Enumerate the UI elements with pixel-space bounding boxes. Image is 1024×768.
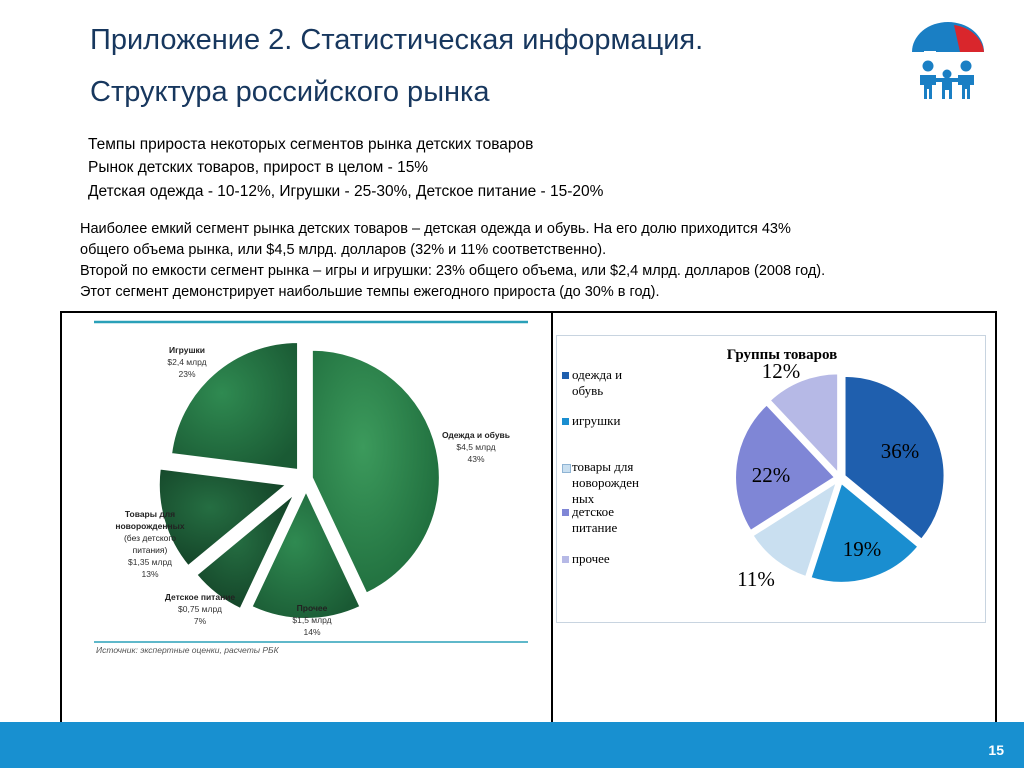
footer-bar	[0, 722, 1024, 768]
left-pie-label-amount: $1,5 млрд	[292, 615, 332, 625]
legend-label-line: ных	[572, 491, 595, 506]
left-pie-label-amount: $2,4 млрд	[167, 357, 207, 367]
right-pie-label: 12%	[761, 359, 801, 383]
left-chart-source: Источник: экспертные оценки, расчеты РБК	[96, 645, 279, 655]
left-pie-label-percent: 7%	[193, 616, 207, 626]
left-pie-label-amount: $1,35 млрд	[128, 557, 172, 567]
right-chart-title: Группы товаров	[726, 347, 838, 363]
left-pie-label-percent: 14%	[303, 627, 321, 637]
left-pie-label-percent: 13%	[141, 569, 159, 579]
right-pie-label: 19%	[842, 537, 882, 561]
left-pie-label-name: Товары для	[124, 509, 176, 519]
legend-swatch	[562, 418, 569, 425]
left-pie-label-name: новорожденных	[115, 521, 185, 531]
left-pie-label-percent: 43%	[467, 454, 485, 464]
legend-swatch	[562, 556, 569, 563]
legend-label	[572, 459, 639, 507]
legend-label-line: новорожден	[572, 475, 640, 490]
paragraph-line-1: Наиболее емкий сегмент рынка детских товаров – детская одежда и обувь. На его долю приходится 43%	[80, 221, 791, 237]
paragraph-line-3: Второй по емкости сегмент рынка – игры и игрушки: 23% общего объема, или $2,4 млрд. долларов (2008 год).	[80, 263, 826, 279]
page-number: 15	[988, 742, 1004, 758]
legend-label	[572, 551, 610, 567]
page-subtitle: Структура российского рынка	[90, 76, 490, 108]
legend-swatch	[562, 372, 569, 379]
left-pie-label-amount: $0,75 млрд	[178, 604, 222, 614]
right-pie-label: 36%	[880, 439, 920, 463]
legend-label-line: игрушки	[572, 413, 621, 428]
page-title: Приложение 2. Статистическая информация.	[90, 24, 704, 56]
left-pie-label-name: питания)	[132, 545, 168, 555]
legend-label-line: детское	[572, 504, 615, 519]
subtitle-line-1: Темпы прироста некоторых сегментов рынка детских товаров	[88, 136, 534, 153]
legend-label	[572, 367, 622, 399]
right-pie-label: 22%	[751, 463, 791, 487]
legend-label-line: товары для	[572, 459, 634, 474]
legend-label-line: одежда и	[572, 367, 623, 382]
right-pie-label: 11%	[737, 567, 775, 591]
legend-label	[572, 504, 617, 536]
subtitle-line-3: Детская одежда - 10-12%, Игрушки - 25-30%, Детское питание - 15-20%	[88, 183, 604, 200]
left-pie-label-percent: 23%	[178, 369, 196, 379]
paragraph-line-2: общего объема рынка, или $4,5 млрд. долларов (32% и 11% соответственно).	[80, 242, 607, 258]
left-pie-label-name: (без детского	[123, 533, 177, 543]
legend-label-line: обувь	[572, 383, 604, 398]
paragraph-line-4: Этот сегмент демонстрирует наибольшие темпы ежегодного прироста (до 30% в год).	[80, 284, 660, 300]
left-pie-label-name: Прочее	[296, 603, 328, 613]
legend-swatch	[562, 509, 569, 516]
legend-label-line: прочее	[572, 551, 610, 566]
legend-label-line: питание	[572, 520, 618, 535]
left-pie-label-name: Одежда и обувь	[441, 430, 511, 440]
left-pie-label-amount: $4,5 млрд	[456, 442, 496, 452]
subtitle-line-2: Рынок детских товаров, прирост в целом - 15%	[88, 159, 429, 176]
legend-label	[572, 413, 620, 429]
legend-swatch	[562, 464, 571, 473]
left-pie-label-name: Детское питание	[164, 592, 236, 602]
left-pie-label-name: Игрушки	[168, 345, 206, 355]
